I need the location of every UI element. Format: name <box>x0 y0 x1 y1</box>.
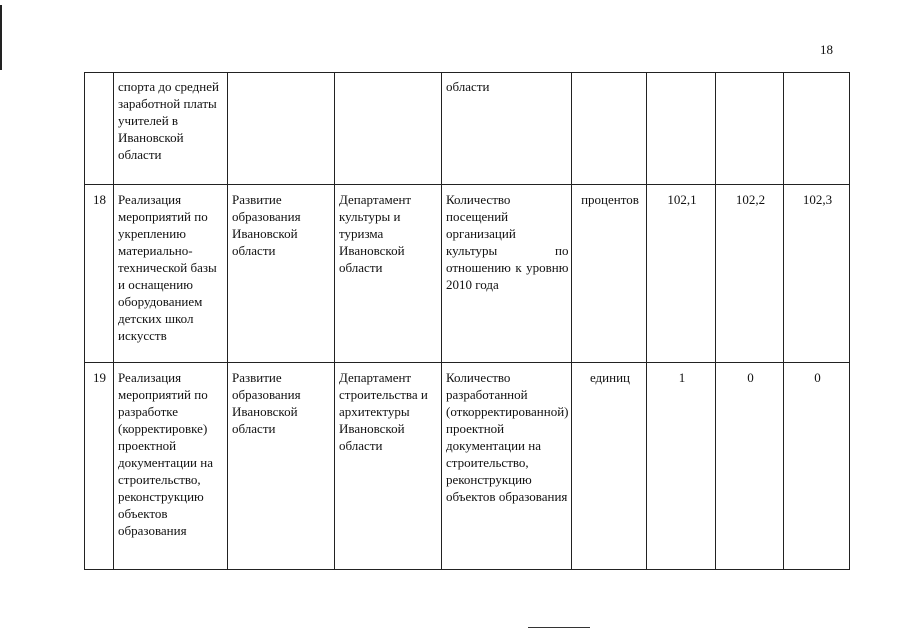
unit-cell: единиц <box>572 363 647 570</box>
executor-cell: Департамент культуры и туризма Ивановской области <box>335 185 442 363</box>
table-row <box>85 73 850 185</box>
footer-rule <box>528 627 590 628</box>
table-row <box>85 363 850 570</box>
year1-value <box>647 73 716 185</box>
year2-value: 0 <box>716 363 784 570</box>
row-number <box>85 73 114 185</box>
year2-value <box>716 73 784 185</box>
row-number: 18 <box>85 185 114 363</box>
program-cell: Развитие образования Ивановской области <box>228 363 335 570</box>
table-row <box>85 185 850 363</box>
event-cell: Реализация мероприятий по укреплению материально-технической базы и оснащению оборудованием детских школ искусств <box>114 185 228 363</box>
executor-cell: Департамент строительства и архитектуры Ивановской области <box>335 363 442 570</box>
indicator-cell: области <box>442 73 572 185</box>
executor-cell <box>335 73 442 185</box>
year3-value: 0 <box>784 363 850 570</box>
page-number: 18 <box>820 42 833 57</box>
year3-value <box>784 73 850 185</box>
year2-value: 102,2 <box>716 185 784 363</box>
unit-cell <box>572 73 647 185</box>
year1-value: 1 <box>647 363 716 570</box>
program-cell: Развитие образования Ивановской области <box>228 185 335 363</box>
indicator-cell: Количество разработанной (откорректированной) проектной документации на строительство, реконструкцию объектов образования <box>442 363 572 570</box>
event-cell: Реализация мероприятий по разработке (корректировке) проектной документации на строительство, реконструкцию объектов образования <box>114 363 228 570</box>
program-cell <box>228 73 335 185</box>
row-number: 19 <box>85 363 114 570</box>
program-table <box>84 72 850 570</box>
unit-cell: процентов <box>572 185 647 363</box>
scan-edge-mark <box>0 5 2 70</box>
indicator-cell: Количество посещений организаций культуры по отношению к уровню 2010 года <box>442 185 572 363</box>
event-cell: спорта до средней заработной платы учителей в Ивановской области <box>114 73 228 185</box>
year3-value: 102,3 <box>784 185 850 363</box>
year1-value: 102,1 <box>647 185 716 363</box>
